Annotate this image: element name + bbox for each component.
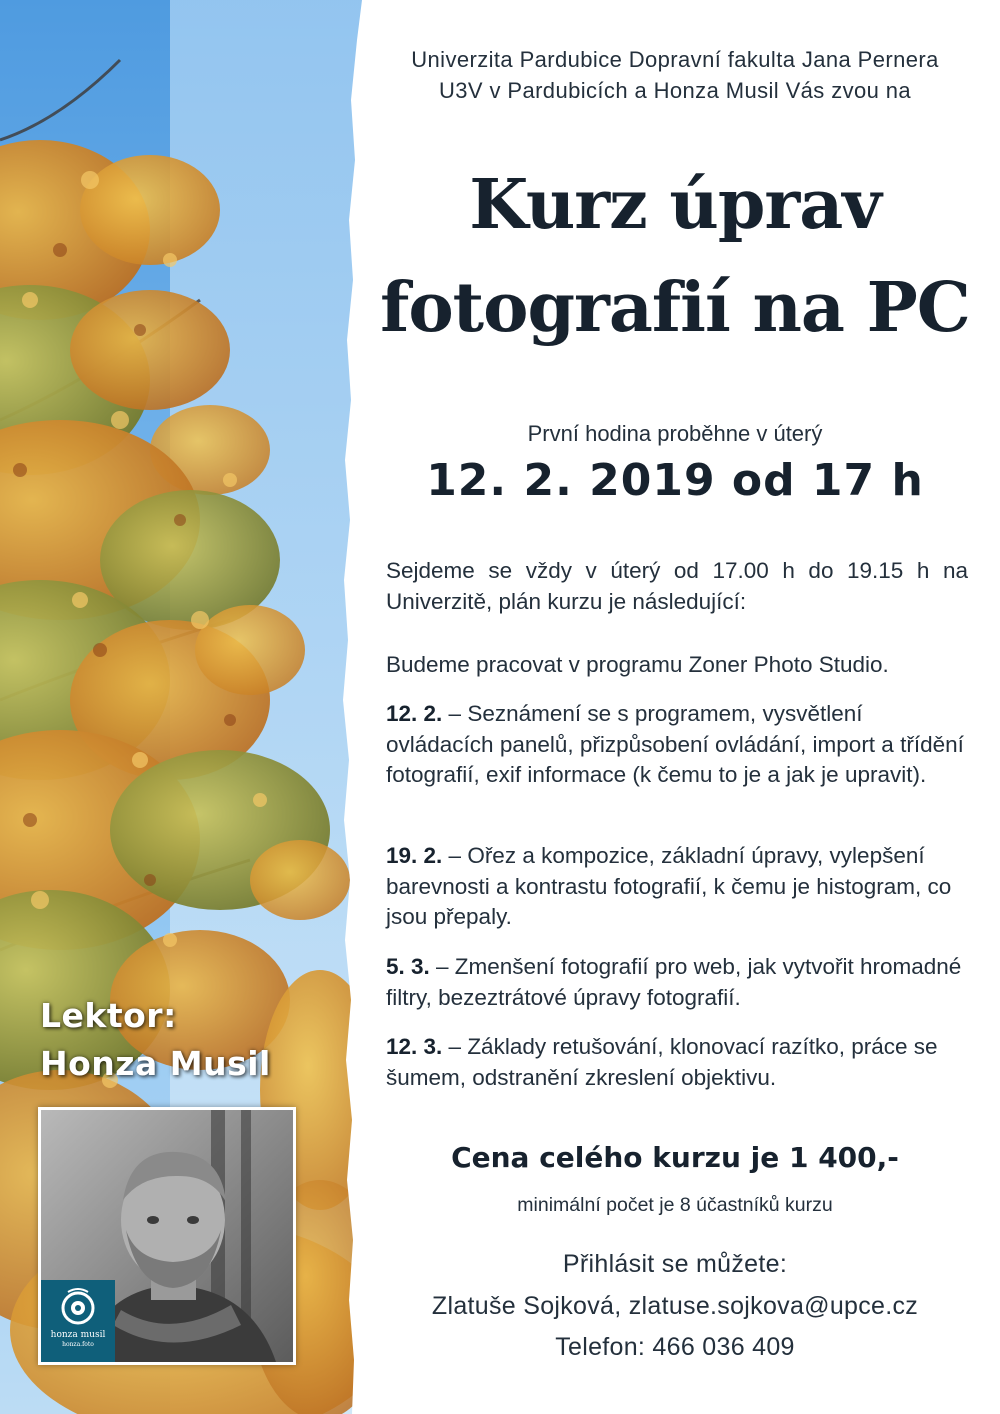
- intro-text: Sejdeme se vždy v úterý od 17.00 h do 19.15 h na Univerzitě, plán kurzu je následující:: [386, 558, 968, 614]
- logo-name: honza musil: [50, 1330, 106, 1340]
- autumn-tree-photo: [0, 0, 380, 1414]
- schedule-item: [386, 841, 968, 933]
- lecturer-label: Lektor:: [40, 996, 177, 1035]
- schedule-date: 5. 3.: [386, 954, 430, 979]
- schedule-date: 12. 3.: [386, 1034, 443, 1059]
- contact-phone: Telefon: 466 036 409: [555, 1333, 795, 1361]
- schedule-date: 19. 2.: [386, 843, 443, 868]
- first-session-date: 12. 2. 2019 od 17 h: [426, 455, 924, 506]
- camera-eye-icon: [41, 1280, 115, 1330]
- lecturer-name: Honza Musil: [40, 1044, 271, 1083]
- course-price: Cena celého kurzu je 1 400,-: [451, 1141, 899, 1174]
- course-title-line-2: fotografií na PC: [380, 268, 970, 348]
- schedule-item: [386, 699, 968, 791]
- organizer-line-2: U3V v Pardubicích a Honza Musil Vás zvou na: [438, 78, 912, 103]
- lecturer-portrait: [38, 1107, 296, 1365]
- course-title-line-1: Kurz úprav: [469, 165, 881, 245]
- logo-sub: honza.foto: [62, 1341, 94, 1348]
- minimum-participants: minimální počet je 8 účastníků kurzu: [517, 1194, 833, 1216]
- contact-person-email: Zlatuše Sojková, zlatuse.sojkova@upce.cz: [431, 1292, 919, 1320]
- schedule-date: 12. 2.: [386, 701, 443, 726]
- organizer-line-1: Univerzita Pardubice Dopravní fakulta Jana Pernera: [411, 47, 939, 72]
- program-note: Budeme pracovat v programu Zoner Photo Studio.: [386, 652, 889, 677]
- schedule-item: [386, 1032, 968, 1093]
- schedule-description: – Seznámení se s programem, vysvětlení ovládacích panelů, přizpůsobení ovládání, import a třídění fotografií, exif informace (k čemu to je a jak je upravit).: [386, 701, 964, 787]
- contact-heading: Přihlásit se můžete:: [562, 1250, 788, 1278]
- first-session-label: První hodina proběhne v úterý: [527, 421, 823, 446]
- schedule-description: – Základy retušování, klonovací razítko, práce se šumem, odstranění zkreslení objektivu.: [386, 1034, 938, 1090]
- schedule-description: – Zmenšení fotografií pro web, jak vytvořit hromadné filtry, bezeztrátové úpravy fotografií.: [386, 954, 962, 1010]
- photographer-logo: [41, 1280, 115, 1362]
- schedule-item: [386, 952, 968, 1013]
- schedule-description: – Ořez a kompozice, základní úpravy, vylepšení barevnosti a kontrastu fotografií, k čemu je histogram, co jsou přepaly.: [386, 843, 952, 929]
